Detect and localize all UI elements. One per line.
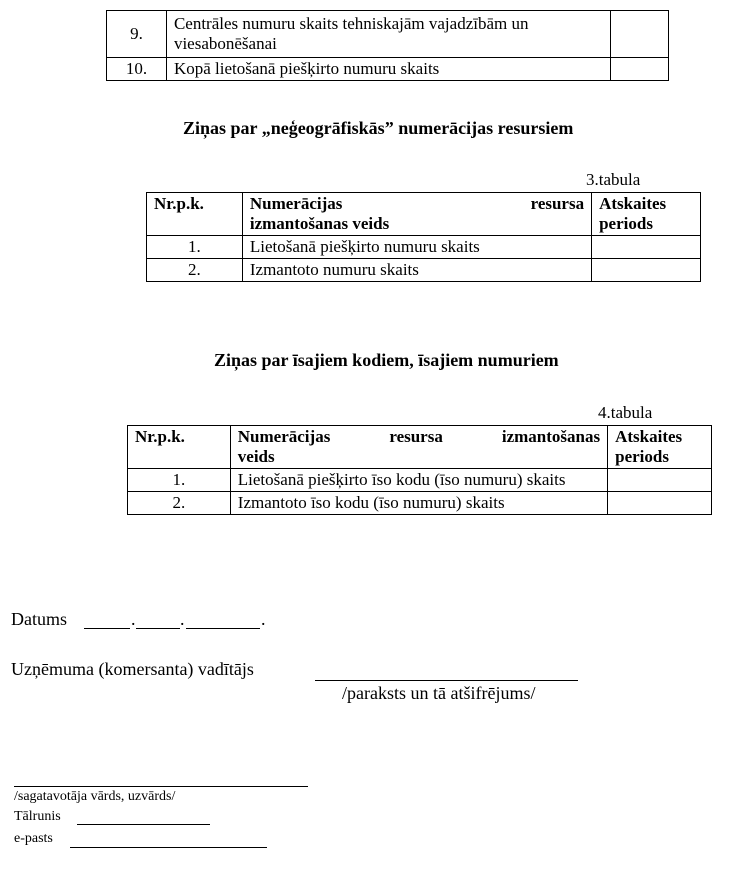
date-dot: . — [261, 609, 266, 629]
table4-label: 4.tabula — [598, 403, 653, 422]
section4-heading: Ziņas par īsajiem kodiem, īsajiem numuriem — [214, 350, 559, 370]
row-number: 2. — [128, 492, 231, 515]
table-3 — [146, 192, 701, 282]
manager-label: Uzņēmuma (komersanta) vadītājs — [11, 659, 254, 679]
row-value-cell[interactable] — [611, 58, 669, 81]
header-type — [230, 426, 607, 469]
row-text: Lietošanā piešķirto īso kodu (īso numuru) skaits — [230, 469, 607, 492]
date-month-field[interactable] — [136, 628, 180, 629]
header-period — [608, 426, 712, 469]
row-text: Izmantoto numuru skaits — [242, 259, 591, 282]
row-value-cell[interactable] — [611, 11, 669, 58]
row-value-cell[interactable] — [608, 469, 712, 492]
header-period-line2: periods — [599, 214, 653, 233]
row-text: Lietošanā piešķirto numuru skaits — [242, 236, 591, 259]
row-number: 1. — [147, 236, 243, 259]
section3-heading: Ziņas par „neģeogrāfiskās” numerācijas resursiem — [183, 118, 574, 138]
header-type-word1: Numerācijas — [237, 427, 331, 446]
row-value-cell[interactable] — [592, 236, 701, 259]
row-text: Izmantoto īso kodu (īso numuru) skaits — [230, 492, 607, 515]
table-4 — [127, 425, 712, 515]
email-field[interactable] — [70, 847, 267, 848]
header-nr: Nr.p.k. — [128, 426, 231, 469]
date-dot: . — [180, 609, 185, 629]
header-period-line2: periods — [615, 447, 669, 466]
header-type-line2: veids — [237, 447, 275, 466]
manager-caption: /paraksts un tā atšifrējums/ — [342, 683, 536, 703]
row-number: 2. — [147, 259, 243, 282]
table-header-row — [128, 426, 712, 469]
phone-label: Tālrunis — [14, 809, 61, 824]
date-day-field[interactable] — [84, 628, 130, 629]
table-header-row — [147, 193, 701, 236]
row-number: 9. — [107, 11, 167, 58]
date-dot: . — [131, 609, 136, 629]
row-text: Kopā lietošanā piešķirto numuru skaits — [166, 58, 610, 81]
header-period-line1: Atskaites — [599, 194, 667, 213]
header-type-word2: resursa — [389, 427, 443, 446]
row-value-cell[interactable] — [608, 492, 712, 515]
table3-label: 3.tabula — [586, 170, 641, 189]
table-row — [147, 236, 701, 259]
table-row — [147, 259, 701, 282]
date-year-field[interactable] — [186, 628, 260, 629]
email-label: e-pasts — [14, 831, 53, 846]
header-period-line1: Atskaites — [615, 427, 683, 446]
table-row — [128, 469, 712, 492]
date-label: Datums — [11, 609, 67, 629]
header-type-word2: resursa — [530, 194, 585, 213]
table-row — [128, 492, 712, 515]
row-value-cell[interactable] — [592, 259, 701, 282]
preparer-name-field[interactable] — [14, 786, 308, 787]
table-numbers-top — [106, 10, 669, 81]
header-period — [592, 193, 701, 236]
table-row — [107, 11, 669, 58]
row-text: Centrāles numuru skaits tehniskajām vajadzībām un viesabonēšanai — [166, 11, 610, 58]
manager-signature-field[interactable] — [315, 680, 578, 681]
row-number: 1. — [128, 469, 231, 492]
preparer-caption: /sagatavotāja vārds, uzvārds/ — [14, 789, 176, 804]
row-number: 10. — [107, 58, 167, 81]
header-type-word1: Numerācijas — [249, 194, 343, 213]
phone-field[interactable] — [77, 824, 210, 825]
header-nr: Nr.p.k. — [147, 193, 243, 236]
header-type — [242, 193, 591, 236]
header-type-word3: izmantošanas — [501, 427, 601, 446]
header-type-line2: izmantošanas veids — [249, 214, 390, 233]
table-row — [107, 58, 669, 81]
